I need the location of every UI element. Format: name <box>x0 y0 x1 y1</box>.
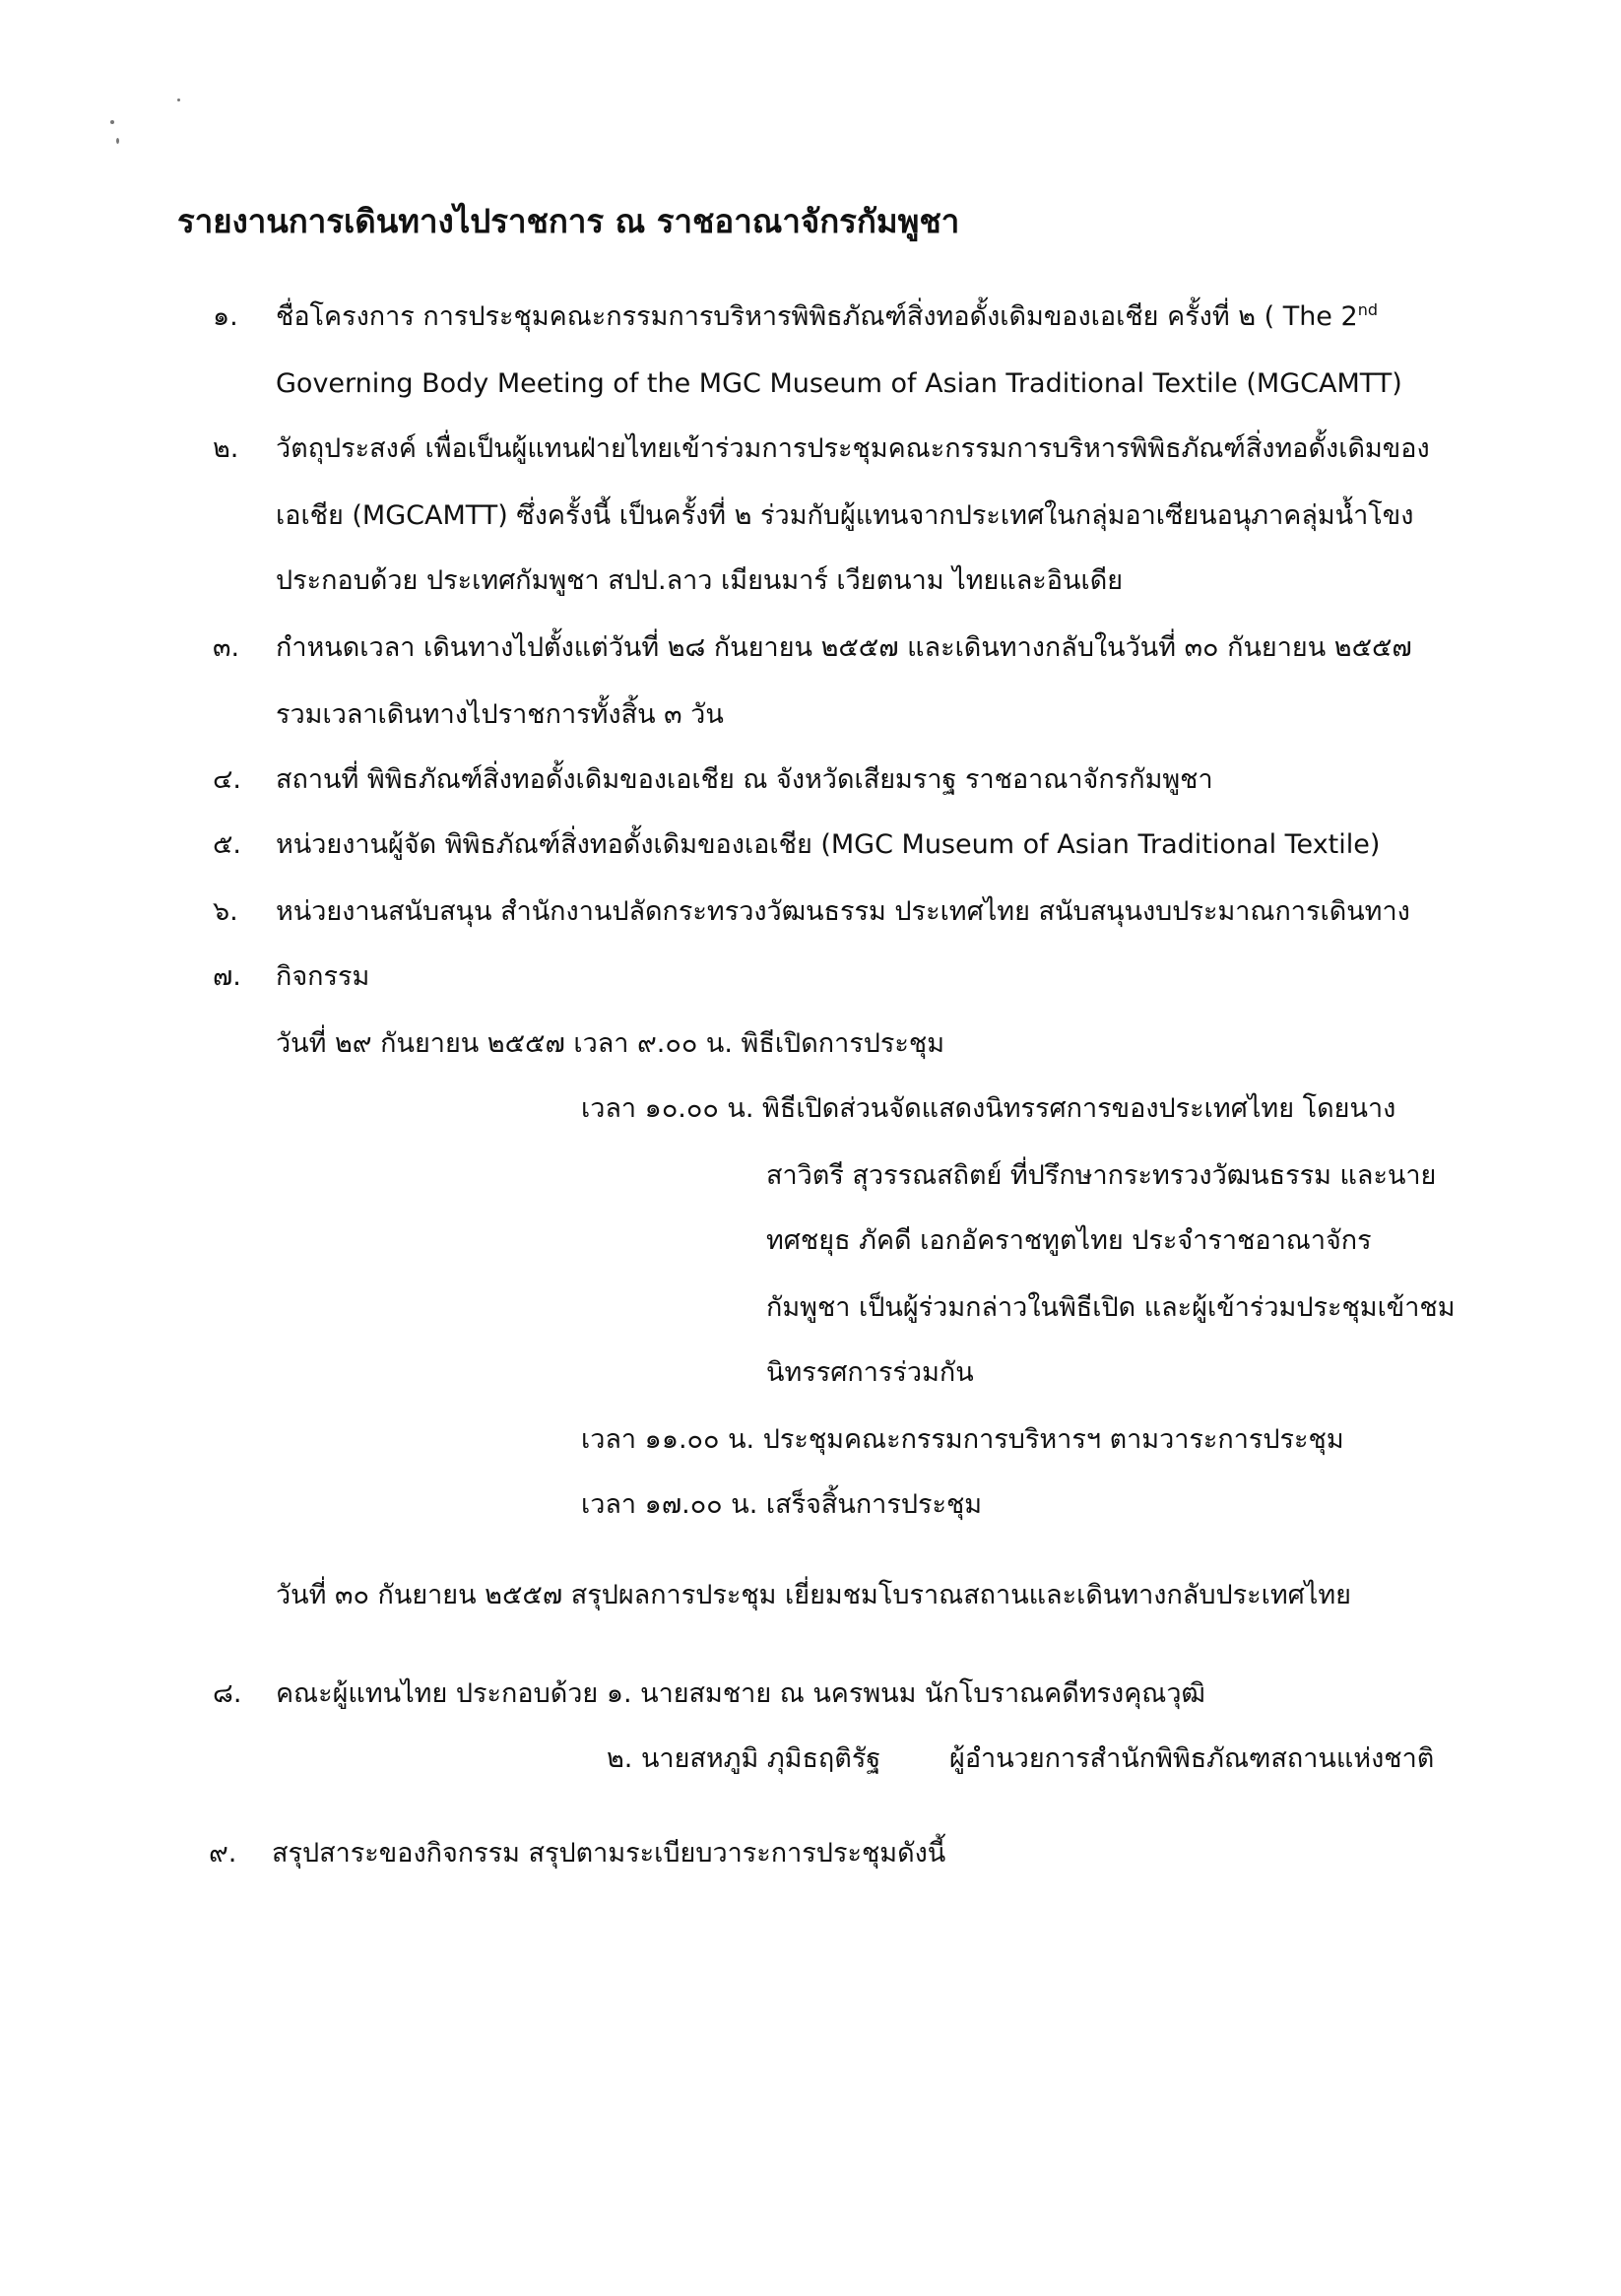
activity-text-line: สาวิตรี สุวรรณสถิตย์ ที่ปรึกษากระทรวงวัฒนธรรม และนาย <box>766 1160 1437 1191</box>
item-number: ๕. <box>213 829 242 860</box>
item-text-line: กิจกรรม <box>276 961 370 992</box>
activity-time-1100: เวลา ๑๑.๐๐ น. ประชุมคณะกรรมการบริหารฯ ตามวาระการประชุม <box>581 1424 1344 1455</box>
item-text-line: สถานที่ พิพิธภัณฑ์สิ่งทอดั้งเดิมของเอเชีย ณ จังหวัดเสียมราฐ ราชอาณาจักรกัมพูชา <box>276 764 1213 795</box>
item-text-line: หน่วยงานผู้จัด พิพิธภัณฑ์สิ่งทอดั้งเดิมของเอเชีย (MGC Museum of Asian Traditional Textile) <box>276 829 1381 860</box>
scan-speck <box>116 138 119 144</box>
delegation-member-role: ผู้อำนวยการสำนักพิพิธภัณฑสถานแห่งชาติ <box>949 1743 1435 1774</box>
activity-day1: วันที่ ๒๙ กันยายน ๒๕๕๗ เวลา ๙.๐๐ น. พิธีเปิดการประชุม <box>276 1028 945 1059</box>
activity-day2: วันที่ ๓๐ กันยายน ๒๕๕๗ สรุปผลการประชุม เยี่ยมชมโบราณสถานและเดินทางกลับประเทศไทย <box>276 1580 1351 1610</box>
item-text-line: เอเชีย (MGCAMTT) ซึ่งครั้งนี้ เป็นครั้งที่ ๒ ร่วมกับผู้แทนจากประเทศในกลุ่มอาเซียนอนุภาคลุ่มน้ำโขง <box>276 500 1414 531</box>
item-number: ๗. <box>213 961 241 992</box>
scan-speck <box>110 120 114 124</box>
item-text-line: วัตถุประสงค์ เพื่อเป็นผู้แทนฝ่ายไทยเข้าร่วมการประชุมคณะกรรมการบริหารพิพิธภัณฑ์สิ่งทอดั้งเดิมของ <box>276 433 1430 464</box>
activity-text-line: นิทรรศการร่วมกัน <box>766 1357 974 1388</box>
item-number: ๒. <box>213 433 239 464</box>
item-text-line: กำหนดเวลา เดินทางไปตั้งแต่วันที่ ๒๘ กันยายน ๒๕๕๗ และเดินทางกลับในวันที่ ๓๐ กันยายน ๒๕๕๗ <box>276 632 1412 663</box>
ordinal-suffix: nd <box>1357 300 1378 319</box>
item-text <box>276 297 1378 337</box>
scan-speck <box>177 98 180 101</box>
activity-time-1000: เวลา ๑๐.๐๐ น. พิธีเปิดส่วนจัดแสดงนิทรรศการของประเทศไทย โดยนาง <box>581 1093 1396 1124</box>
activity-text-line: ทศชยุธ ภัคดี เอกอัคราชทูตไทย ประจำราชอาณาจักร <box>766 1225 1372 1256</box>
item-text-line: ประกอบด้วย ประเทศกัมพูชา สปป.ลาว เมียนมาร์ เวียตนาม ไทยและอินเดีย <box>276 565 1124 596</box>
delegation-line: คณะผู้แทนไทย ประกอบด้วย ๑. นายสมชาย ณ นครพนม นักโบราณคดีทรงคุณวุฒิ <box>276 1678 1205 1709</box>
item-number: ๘. <box>213 1678 242 1709</box>
item-number: ๓. <box>213 632 240 663</box>
item-number: ๑. <box>213 301 238 332</box>
item-text-line: Governing Body Meeting of the MGC Museum of Asian Traditional Textile (MGCAMTT) <box>276 368 1402 399</box>
item-text-line: รวมเวลาเดินทางไปราชการทั้งสิ้น ๓ วัน <box>276 699 724 730</box>
item-text-line: หน่วยงานสนับสนุน สำนักงานปลัดกระทรวงวัฒนธรรม ประเทศไทย สนับสนุนงบประมาณการเดินทาง <box>276 896 1410 927</box>
item-number: ๖. <box>213 896 238 927</box>
summary-text: สรุปสาระของกิจกรรม สรุปตามระเบียบวาระการประชุมดังนี้ <box>272 1838 946 1869</box>
activity-text-line: กัมพูชา เป็นผู้ร่วมกล่าวในพิธีเปิด และผู้เข้าร่วมประชุมเข้าชม <box>766 1292 1456 1323</box>
activity-time-1700: เวลา ๑๗.๐๐ น. เสร็จสิ้นการประชุม <box>581 1489 983 1520</box>
delegation-member-name: ๒. นายสหภูมิ ภุมิธฤติรัฐ <box>607 1743 881 1774</box>
document-title: รายงานการเดินทางไปราชการ ณ ราชอาณาจักรกัมพูชา <box>177 202 960 240</box>
item-number: ๙. <box>209 1838 237 1869</box>
item-text-line: ชื่อโครงการ การประชุมคณะกรรมการบริหารพิพิธภัณฑ์สิ่งทอดั้งเดิมของเอเชีย ครั้งที่ ๒ ( The 2 <box>276 301 1358 332</box>
item-number: ๔. <box>213 764 242 795</box>
